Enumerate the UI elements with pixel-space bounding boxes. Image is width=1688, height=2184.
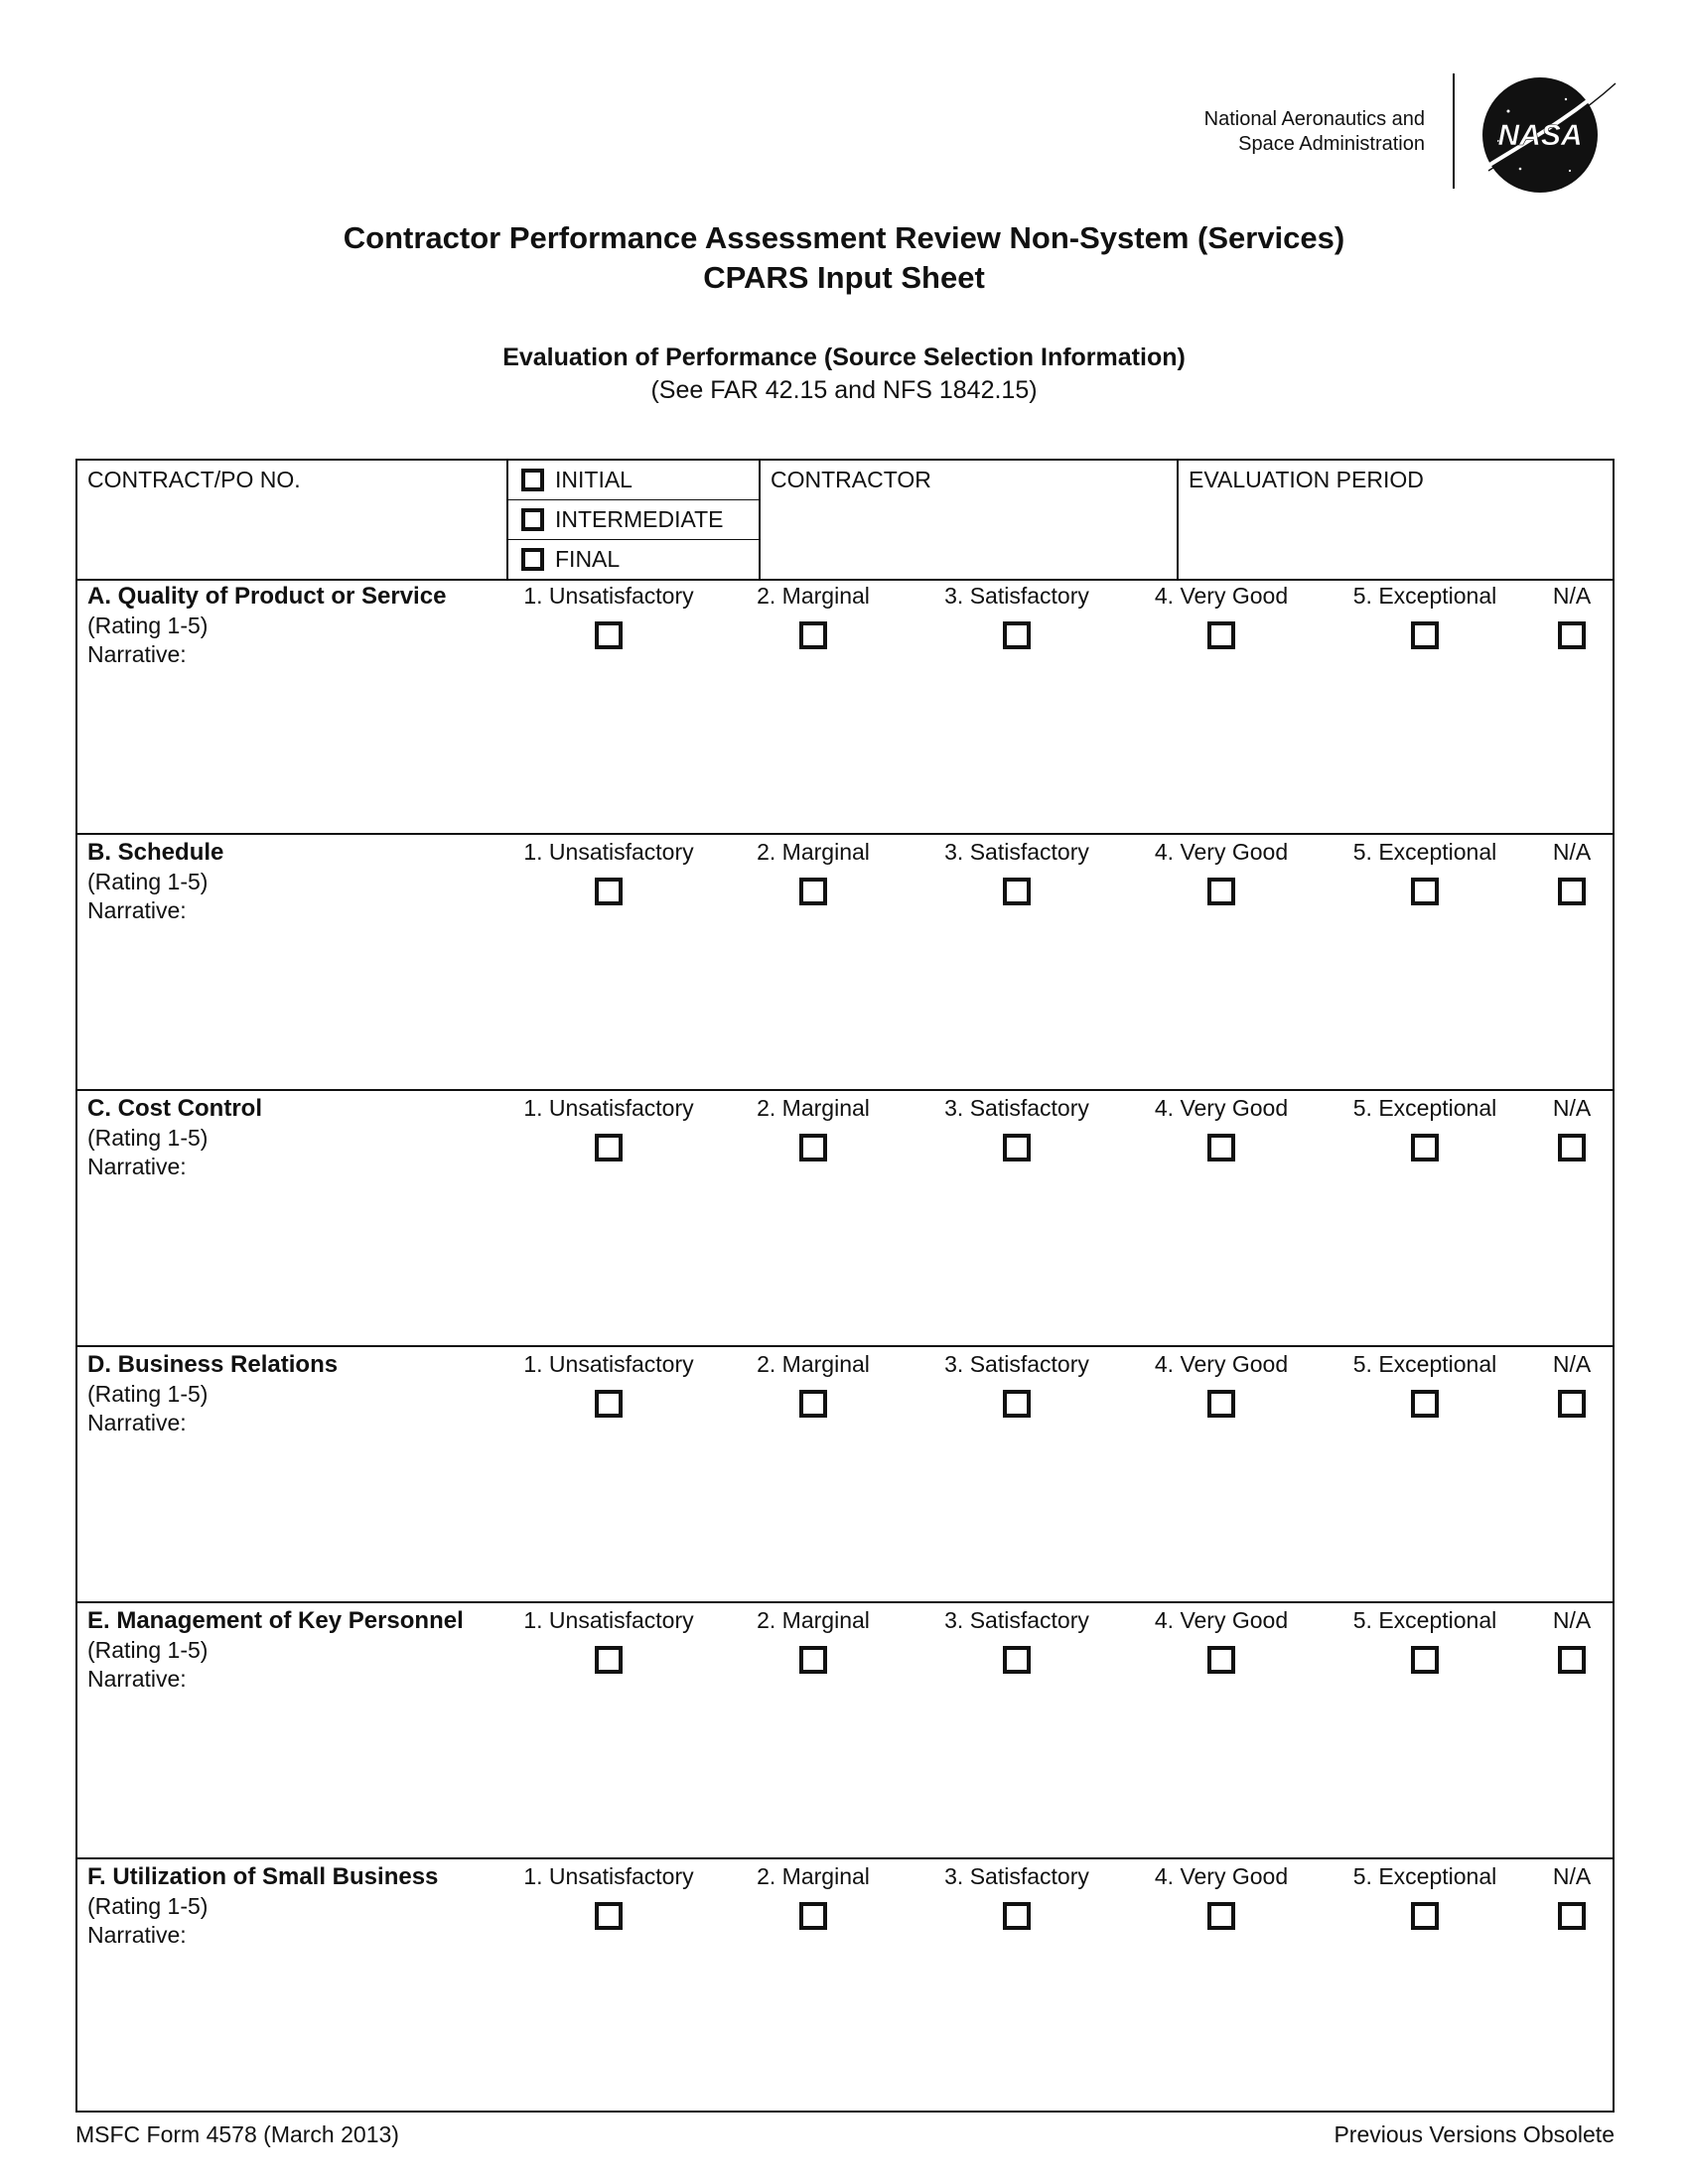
rating-checkbox[interactable] (1411, 1646, 1439, 1674)
agency-line-1: National Aeronautics and (1203, 108, 1425, 130)
section-f-option-unsatisfactory[interactable] (509, 1863, 708, 1930)
section-f-option-marginal[interactable] (714, 1863, 913, 1930)
section-a-option-na[interactable] (1473, 583, 1671, 649)
rating-option-label: 3. Satisfactory (944, 1607, 1089, 1633)
section-f-option-na[interactable] (1473, 1863, 1671, 1930)
rating-option-label: 2. Marginal (757, 1095, 870, 1121)
section-a-option-very-good[interactable] (1122, 583, 1321, 649)
section-b-option-marginal[interactable] (714, 839, 913, 905)
rating-checkbox[interactable] (1558, 1390, 1586, 1418)
section-c-option-very-good[interactable] (1122, 1095, 1321, 1161)
section-b-option-na[interactable] (1473, 839, 1671, 905)
evaluation-period-field[interactable] (1179, 461, 1613, 579)
form-title: Contractor Performance Assessment Review Non-System (Services) (343, 220, 1345, 255)
section-e-option-na[interactable] (1473, 1607, 1671, 1674)
section-e-rating-hint: (Rating 1-5) (87, 1637, 209, 1663)
eval-type-initial[interactable] (508, 461, 759, 500)
rating-option-label: 4. Very Good (1154, 1607, 1289, 1633)
rating-option-label: 1. Unsatisfactory (523, 583, 694, 609)
rating-option-label: 5. Exceptional (1352, 1607, 1497, 1633)
section-c-narrative-label: Narrative: (87, 1154, 187, 1179)
section-c-option-unsatisfactory[interactable] (509, 1095, 708, 1161)
section-d (77, 1347, 1613, 1603)
contract-po-field[interactable] (77, 461, 508, 579)
section-d-rating-hint: (Rating 1-5) (87, 1381, 209, 1407)
rating-checkbox[interactable] (1207, 1902, 1235, 1930)
section-d-option-marginal[interactable] (714, 1351, 913, 1418)
rating-option-label: 2. Marginal (757, 583, 870, 609)
section-d-option-satisfactory[interactable] (917, 1351, 1116, 1418)
rating-checkbox[interactable] (595, 1902, 623, 1930)
rating-checkbox[interactable] (1411, 1390, 1439, 1418)
rating-option-label: 2. Marginal (757, 839, 870, 865)
checkbox-intermediate[interactable] (521, 508, 544, 531)
rating-option-label: N/A (1552, 1607, 1592, 1633)
section-e-narrative-label: Narrative: (87, 1666, 187, 1692)
section-b-title: B. Schedule (87, 839, 224, 866)
rating-checkbox[interactable] (1207, 621, 1235, 649)
section-f (77, 1859, 1613, 2116)
section-d-title: D. Business Relations (87, 1351, 339, 1378)
section-b (77, 835, 1613, 1091)
rating-option-label: 4. Very Good (1154, 1863, 1289, 1889)
rating-option-label: 1. Unsatisfactory (523, 1607, 694, 1633)
rating-option-label: N/A (1552, 1351, 1592, 1377)
rating-checkbox[interactable] (1003, 1902, 1031, 1930)
rating-option-label: 2. Marginal (757, 1607, 870, 1633)
section-e-option-unsatisfactory[interactable] (509, 1607, 708, 1674)
rating-checkbox[interactable] (595, 878, 623, 905)
rating-checkbox[interactable] (1411, 1902, 1439, 1930)
section-d-option-na[interactable] (1473, 1351, 1671, 1418)
rating-checkbox[interactable] (595, 1646, 623, 1674)
agency-name (1204, 107, 1425, 157)
section-c-option-na[interactable] (1473, 1095, 1671, 1161)
regulation-note: (See FAR 42.15 and NFS 1842.15) (650, 376, 1038, 404)
rating-checkbox[interactable] (595, 1390, 623, 1418)
section-f-rating-hint: (Rating 1-5) (87, 1893, 209, 1919)
rating-option-label: 4. Very Good (1154, 839, 1289, 865)
section-d-option-very-good[interactable] (1122, 1351, 1321, 1418)
rating-checkbox[interactable] (799, 1390, 827, 1418)
section-a-title: A. Quality of Product or Service (87, 583, 447, 610)
version-note: Previous Versions Obsolete (1334, 2121, 1615, 2147)
section-e (77, 1603, 1613, 1859)
rating-option-label: 1. Unsatisfactory (523, 1351, 694, 1377)
rating-checkbox[interactable] (595, 621, 623, 649)
section-f-option-very-good[interactable] (1122, 1863, 1321, 1930)
contractor-label: CONTRACTOR (771, 467, 931, 492)
section-c (77, 1091, 1613, 1347)
rating-checkbox[interactable] (1558, 1902, 1586, 1930)
rating-checkbox[interactable] (1207, 1134, 1235, 1161)
section-f-narrative-label: Narrative: (87, 1922, 187, 1948)
header-divider (1453, 73, 1455, 189)
rating-checkbox[interactable] (1558, 878, 1586, 905)
section-a-rating-hint: (Rating 1-5) (87, 613, 209, 638)
section-b-rating-hint: (Rating 1-5) (87, 869, 209, 894)
rating-checkbox[interactable] (595, 1134, 623, 1161)
rating-checkbox[interactable] (799, 621, 827, 649)
rating-checkbox[interactable] (1558, 1134, 1586, 1161)
contract-po-label: CONTRACT/PO NO. (87, 467, 301, 492)
section-a-narrative-label: Narrative: (87, 641, 187, 667)
section-a (77, 579, 1613, 835)
rating-option-label: 4. Very Good (1154, 1095, 1289, 1121)
section-f-title: F. Utilization of Small Business (87, 1863, 439, 1890)
eval-type-final[interactable] (508, 540, 759, 580)
rating-checkbox[interactable] (1207, 1390, 1235, 1418)
section-d-narrative-label: Narrative: (87, 1410, 187, 1435)
rating-checkbox[interactable] (1003, 1390, 1031, 1418)
agency-line-2: Space Administration (1238, 133, 1425, 155)
rating-option-label: 5. Exceptional (1352, 1095, 1497, 1121)
rating-option-label: 5. Exceptional (1352, 839, 1497, 865)
rating-option-label: 3. Satisfactory (944, 1351, 1089, 1377)
rating-option-label: N/A (1552, 1863, 1592, 1889)
rating-checkbox[interactable] (1003, 1134, 1031, 1161)
cpars-form (75, 459, 1615, 2113)
section-c-option-satisfactory[interactable] (917, 1095, 1116, 1161)
eval-type-initial-label: INITIAL (555, 467, 633, 492)
section-c-rating-hint: (Rating 1-5) (87, 1125, 209, 1151)
rating-option-label: 2. Marginal (757, 1863, 870, 1889)
rating-checkbox[interactable] (1558, 621, 1586, 649)
rating-option-label: 3. Satisfactory (944, 839, 1089, 865)
section-e-option-satisfactory[interactable] (917, 1607, 1116, 1674)
section-f-option-satisfactory[interactable] (917, 1863, 1116, 1930)
rating-option-label: 3. Satisfactory (944, 583, 1089, 609)
form-number: MSFC Form 4578 (March 2013) (75, 2121, 399, 2147)
rating-option-label: 3. Satisfactory (944, 1863, 1089, 1889)
evaluation-period-label: EVALUATION PERIOD (1189, 467, 1424, 492)
rating-option-label: N/A (1552, 1095, 1592, 1121)
rating-checkbox[interactable] (799, 878, 827, 905)
rating-option-label: 1. Unsatisfactory (523, 839, 694, 865)
rating-option-label: 5. Exceptional (1352, 1351, 1497, 1377)
rating-checkbox[interactable] (1411, 1134, 1439, 1161)
section-b-option-satisfactory[interactable] (917, 839, 1116, 905)
section-b-option-very-good[interactable] (1122, 839, 1321, 905)
rating-checkbox[interactable] (1003, 878, 1031, 905)
rating-checkbox[interactable] (1003, 1646, 1031, 1674)
section-c-option-marginal[interactable] (714, 1095, 913, 1161)
rating-option-label: 4. Very Good (1154, 1351, 1289, 1377)
section-b-narrative-label: Narrative: (87, 897, 187, 923)
rating-option-label: 5. Exceptional (1352, 1863, 1497, 1889)
section-a-option-marginal[interactable] (714, 583, 913, 649)
section-b-option-unsatisfactory[interactable] (509, 839, 708, 905)
checkbox-final[interactable] (521, 548, 544, 571)
nasa-logo-text: NASA (1497, 119, 1583, 152)
rating-checkbox[interactable] (1411, 621, 1439, 649)
rating-option-label: N/A (1552, 839, 1592, 865)
contractor-field[interactable] (761, 461, 1179, 579)
form-header (77, 461, 1613, 581)
section-a-option-satisfactory[interactable] (917, 583, 1116, 649)
rating-checkbox[interactable] (799, 1134, 827, 1161)
checkbox-initial[interactable] (521, 469, 544, 491)
form-subtitle: CPARS Input Sheet (703, 260, 985, 295)
eval-type-intermediate-label: INTERMEDIATE (555, 506, 724, 532)
section-a-option-unsatisfactory[interactable] (509, 583, 708, 649)
eval-type-intermediate[interactable] (508, 500, 759, 540)
rating-option-label: 1. Unsatisfactory (523, 1095, 694, 1121)
rating-checkbox[interactable] (1558, 1646, 1586, 1674)
rating-checkbox[interactable] (1207, 878, 1235, 905)
rating-option-label: 3. Satisfactory (944, 1095, 1089, 1121)
section-c-title: C. Cost Control (87, 1095, 262, 1122)
nasa-logo (1478, 71, 1618, 199)
rating-option-label: 5. Exceptional (1352, 583, 1497, 609)
rating-option-label: 4. Very Good (1154, 583, 1289, 609)
section-e-option-marginal[interactable] (714, 1607, 913, 1674)
rating-option-label: 2. Marginal (757, 1351, 870, 1377)
eval-type-final-label: FINAL (555, 546, 621, 572)
section-d-option-unsatisfactory[interactable] (509, 1351, 708, 1418)
rating-checkbox[interactable] (799, 1902, 827, 1930)
rating-checkbox[interactable] (1411, 878, 1439, 905)
rating-checkbox[interactable] (1003, 621, 1031, 649)
rating-option-label: N/A (1552, 583, 1592, 609)
rating-checkbox[interactable] (1207, 1646, 1235, 1674)
section-e-title: E. Management of Key Personnel (87, 1607, 464, 1634)
evaluation-heading: Evaluation of Performance (Source Selection Information) (502, 343, 1186, 371)
section-e-option-very-good[interactable] (1122, 1607, 1321, 1674)
rating-option-label: 1. Unsatisfactory (523, 1863, 694, 1889)
evaluation-type-group (508, 461, 761, 579)
rating-checkbox[interactable] (799, 1646, 827, 1674)
